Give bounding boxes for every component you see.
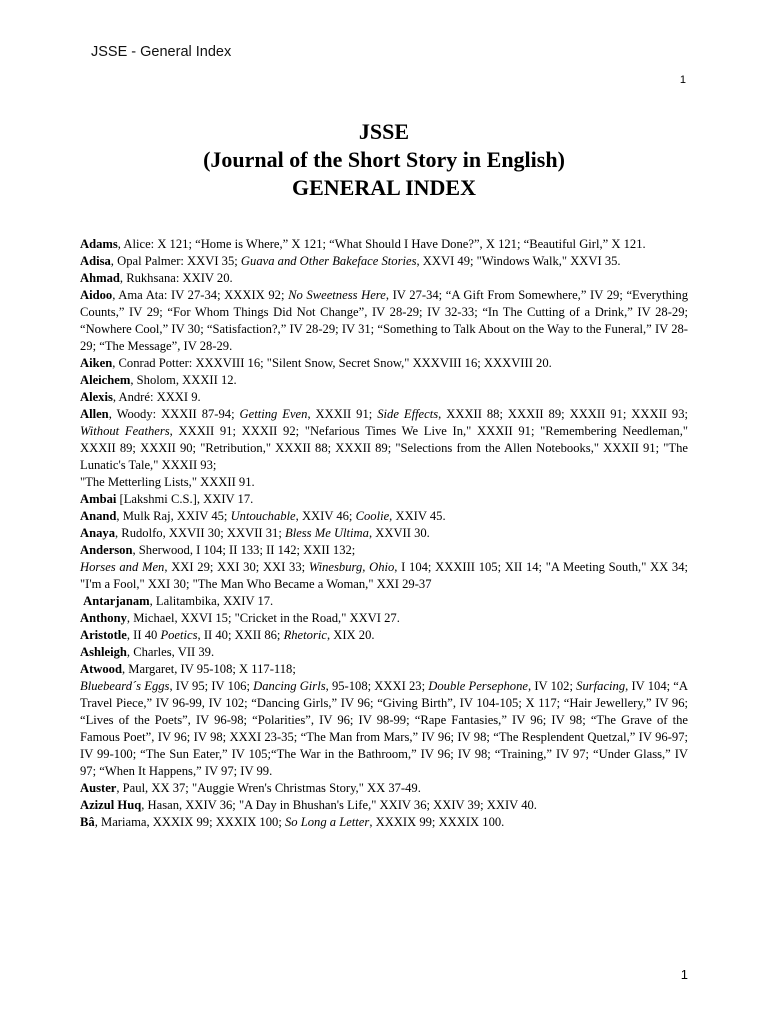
index-entry-line [80, 593, 688, 610]
index-entry-text: , 95-108; XXXI 23; [325, 679, 429, 693]
index-entry-text: , Michael, XXVI 15; "Cricket in the Road," XXVI 27. [126, 611, 400, 625]
index-entry-text: , Sholom, XXXII 12. [130, 373, 237, 387]
index-entry-text: , IV 27-34; “A Gift From Somewhere,” IV 29; “Everything Counts,” IV 29; “For Whom Things Did Not Change”, IV 28-29; IV 32-33; “In The Cutting of a Drink,” IV 28-29; “Nowhere Cool,” IV 30; “Satisfaction?,” IV 28-29; IV 31; “Something to Talk About on the Way to the Funeral,” IV 28-29; “The Message”, IV 28-29. [80, 288, 688, 353]
index-entry-line [80, 797, 688, 814]
index-entry [80, 406, 688, 491]
index-entry-author: Atwood [80, 662, 122, 676]
index-entry-author: Anaya [80, 526, 115, 540]
index-entry-work-title: Bluebeard´s Eggs [80, 679, 170, 693]
index-entry-text: , XXI 29; XXI 30; XXI 33; [164, 560, 309, 574]
index-entry-line [80, 559, 688, 593]
index-entry-work-title: Getting Even [239, 407, 308, 421]
index-entry-line [80, 287, 688, 355]
index-entry-text: , XIX 20. [326, 628, 375, 642]
index-entry-line [80, 236, 688, 253]
index-entry-work-title: Rhetoric [283, 628, 327, 642]
index-entry-text: , Margaret, IV 95-108; X 117-118; [121, 662, 296, 676]
index-entry-text: , XXVI 49; "Windows Walk," XXVI 35. [416, 254, 621, 268]
index-entry-work-title: Without Feathers [80, 424, 170, 438]
index-entry-text: , Woody: XXXII 87-94; [108, 407, 240, 421]
index-entry-text: , Opal Palmer: XXVI 35; [110, 254, 241, 268]
index-entry [80, 610, 688, 627]
index-entry-text: "The Metterling Lists," XXXII 91. [80, 475, 255, 489]
index-entry-text: , XXXII 91; [307, 407, 378, 421]
index-entry-work-title: Guava and Other Bakeface Stories [240, 254, 417, 268]
index-entry-author: Aidoo [80, 288, 113, 302]
index-entry-author: Aleichem [80, 373, 131, 387]
title-full-name: (Journal of the Short Story in English) [203, 147, 565, 172]
index-entry-author: Auster [80, 781, 117, 795]
index-entry-text: , Lalitambika, XXIV 17. [149, 594, 274, 608]
index-entry-author: Azizul Huq [80, 798, 142, 812]
index-entry-text: , Charles, VII 39. [126, 645, 215, 659]
index-entry-author: Ambai [80, 492, 117, 506]
index-entry-line [80, 542, 688, 559]
index-entry-author: Adams [80, 237, 118, 251]
index-entry [80, 797, 688, 814]
index-entry-text: [Lakshmi C.S.], XXIV 17. [116, 492, 254, 506]
running-header: JSSE - General Index [91, 44, 232, 60]
index-entry-text: , XXIV 46; [295, 509, 356, 523]
index-entry-text: , IV 102; [527, 679, 577, 693]
index-entry-text: , Rudolfo, XXVII 30; XXVII 31; [115, 526, 285, 540]
index-entry-line [80, 474, 688, 491]
index-entry-line [80, 644, 688, 661]
index-entry-author: Antarjanam [83, 594, 150, 608]
index-entry-line [80, 389, 688, 406]
index-entry-text: , IV 104; “A Travel Piece,” IV 96-99, IV 102; “Dancing Girls,” IV 96; “Giving Birth”, IV 104-105; X 117; “Hair Jewellery,” IV 96; “Lives of the Poets”, IV 96-98; “Polarities”, IV 96; IV 98-99; “Rape Fantasies,” IV 96; IV 98; “The Grave of the Famous Poet”, IV 96; IV 98; XXXI 23-35; “The Man from Mars,” IV 96; IV 98; “The Resplendent Quetzal,” IV 96-97; IV 99-100; “The Sun Eater,” IV 105;“The War in the Bathroom,” IV 96; IV 98; “Training,” IV 97; “Under Glass,” IV 97; “When It Happens,” IV 97; IV 99. [80, 679, 688, 778]
index-entry-text: , IV 95; IV 106; [169, 679, 254, 693]
index-entry-text: , XXIV 45. [389, 509, 446, 523]
index-entry-text: , II 40; XXII 86; [197, 628, 284, 642]
index-entry-text: , XXXII 91; XXXII 92; "Nefarious Times We Live In," XXXII 91; "Remembering Needleman," XXXII 89; XXXII 90; "Retribution," XXXII 88; XXXII 89; "Selections from the Allen Notebooks," XXXII 91; "The Lunatic's Tale," XXXII 93; [80, 424, 688, 472]
index-entry-text: , XXXII 88; XXXII 89; XXXII 91; XXXII 93; [438, 407, 688, 421]
index-entry-work-title: So Long a Letter [284, 815, 370, 829]
index-entry-line [80, 525, 688, 542]
index-entry [80, 372, 688, 389]
index-entry [80, 627, 688, 644]
index-entry-work-title: Bless Me Ultima [285, 526, 369, 540]
index-entry-text: , II 40 [126, 628, 161, 642]
index-entry-author: Aristotle [80, 628, 127, 642]
index-entry-text: , Paul, XX 37; "Auggie Wren's Christmas Story," XX 37-49. [116, 781, 421, 795]
index-entry-author: Anand [80, 509, 117, 523]
index-entry-line [80, 678, 688, 780]
header-page-number: 1 [679, 74, 686, 86]
index-entry-author: Aiken [80, 356, 113, 370]
index-entry-author: Ashleigh [80, 645, 127, 659]
index-entry-author: Ahmad [80, 271, 120, 285]
index-entry-work-title: Coolie [355, 509, 390, 523]
index-entry [80, 253, 688, 270]
index-entry [80, 491, 688, 508]
index-entry-text: , André: XXXI 9. [112, 390, 201, 404]
index-entry-text: , Mariama, XXXIX 99; XXXIX 100; [94, 815, 285, 829]
index-entry [80, 270, 688, 287]
document-title-block [80, 118, 688, 202]
index-entry [80, 542, 688, 593]
index-entry-line [80, 814, 688, 831]
title-acronym: JSSE [358, 119, 410, 144]
index-entry-work-title: Surfacing [576, 679, 626, 693]
index-entry-line [80, 270, 688, 287]
index-entry [80, 814, 688, 831]
index-entry-line [80, 372, 688, 389]
index-entry-text: , Ama Ata: IV 27-34; XXXIX 92; [112, 288, 289, 302]
index-entry-text: , XXXIX 99; XXXIX 100. [369, 815, 505, 829]
index-entry-work-title: Horses and Men [80, 560, 165, 574]
footer-page-number: 1 [680, 967, 688, 982]
index-entry-line [80, 627, 688, 644]
index-entry-line [80, 508, 688, 525]
index-entry [80, 236, 688, 253]
index-entry [80, 780, 688, 797]
index-entry-line [80, 491, 688, 508]
index-entries [80, 236, 688, 831]
index-entry-text: , Sherwood, I 104; II 133; II 142; XXII 132; [132, 543, 356, 557]
index-entry-text: , Rukhsana: XXIV 20. [119, 271, 233, 285]
index-entry [80, 525, 688, 542]
index-entry-work-title: Winesburg, Ohio [308, 560, 395, 574]
index-entry-line [80, 610, 688, 627]
index-entry-work-title: Side Effects [377, 407, 439, 421]
index-entry-author: Anderson [80, 543, 133, 557]
index-entry-line [80, 355, 688, 372]
index-entry [80, 593, 688, 610]
index-entry-text: , Hasan, XXIV 36; "A Day in Bhushan's Life," XXIV 36; XXIV 39; XXIV 40. [141, 798, 537, 812]
index-entry-line [80, 406, 688, 474]
index-entry-text: , Conrad Potter: XXXVIII 16; "Silent Snow, Secret Snow," XXXVIII 16; XXXVIII 20. [112, 356, 552, 370]
index-entry-line [80, 661, 688, 678]
index-entry-author: Anthony [80, 611, 127, 625]
index-entry-text: , Alice: X 121; “Home is Where,” X 121; “What Should I Have Done?”, X 121; “Beautiful Girl,” X 121. [117, 237, 646, 251]
index-entry-work-title: Double Persephone [428, 679, 528, 693]
index-entry-work-title: Untouchable [230, 509, 296, 523]
index-entry-line [80, 780, 688, 797]
index-entry-text: , Mulk Raj, XXIV 45; [116, 509, 231, 523]
index-entry-line [80, 253, 688, 270]
index-entry [80, 355, 688, 372]
index-entry-text: , I 104; XXXIII 105; XII 14; "A Meeting South," XX 34; "I'm a Fool," XXI 30; "The Man Who Became a Woman," XXI 29-37 [80, 560, 689, 591]
title-general-index: GENERAL INDEX [292, 175, 476, 200]
index-entry-work-title: Poetics [160, 628, 198, 642]
index-entry-work-title: No Sweetness Here [288, 288, 386, 302]
index-entry [80, 508, 688, 525]
index-entry [80, 644, 688, 661]
index-entry-author: Adisa [80, 254, 111, 268]
index-entry-author: Bâ [80, 815, 95, 829]
index-entry [80, 287, 688, 355]
index-entry-author: Alexis [80, 390, 113, 404]
index-entry-author: Allen [80, 407, 109, 421]
index-entry-text: , XXVII 30. [368, 526, 430, 540]
index-entry [80, 661, 688, 780]
index-entry [80, 389, 688, 406]
index-entry-work-title: Dancing Girls [253, 679, 326, 693]
